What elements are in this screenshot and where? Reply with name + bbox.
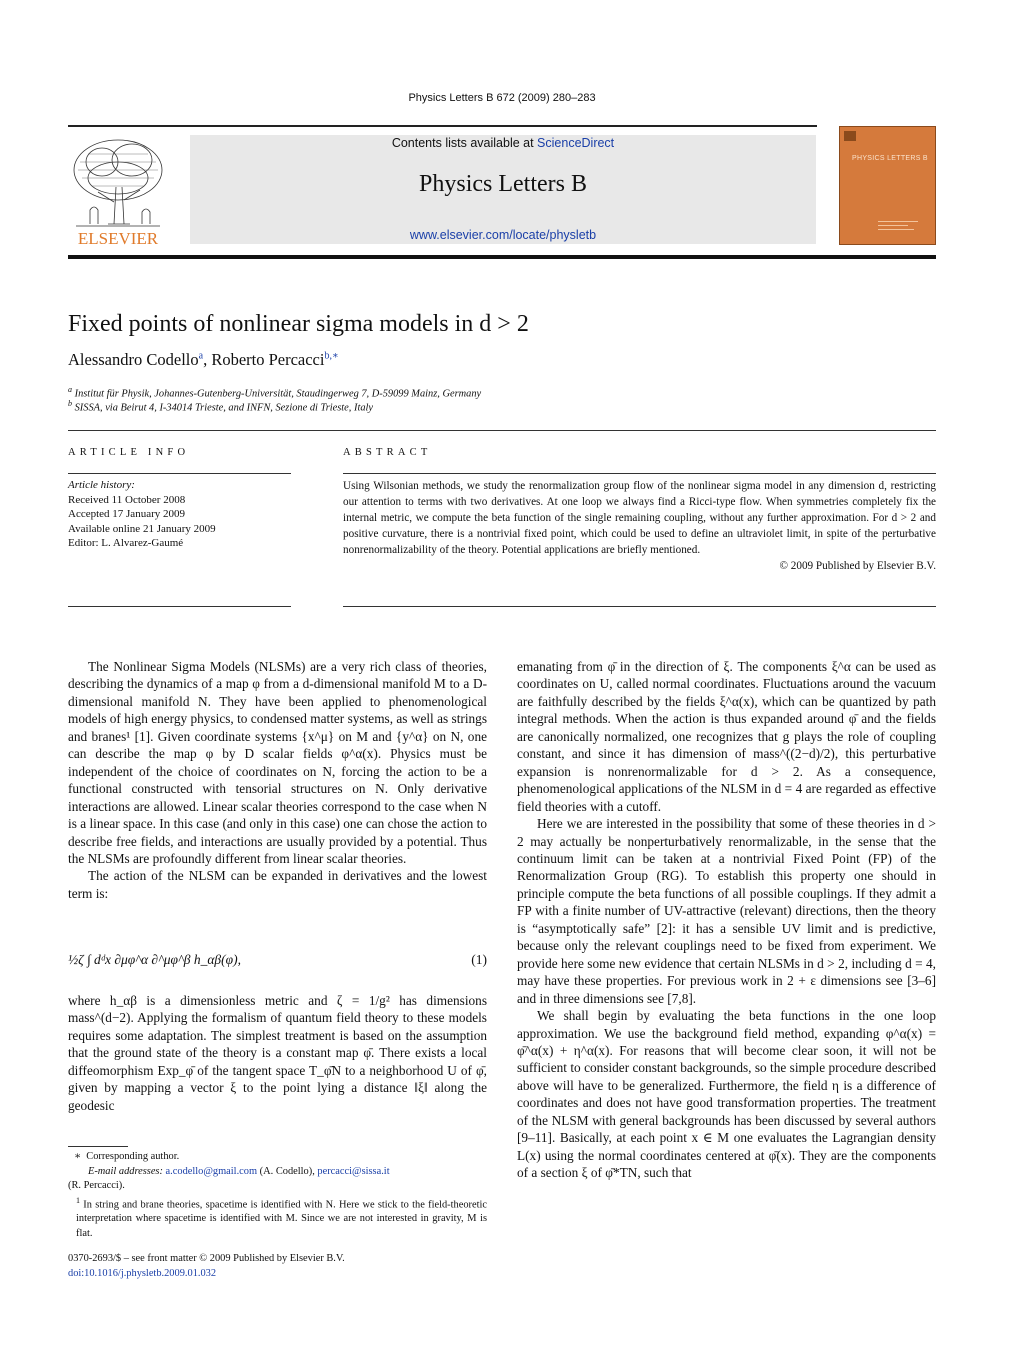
author-name: Alessandro Codello bbox=[68, 350, 199, 369]
author-affiliation-mark[interactable]: a bbox=[198, 350, 204, 362]
affiliation-a bbox=[68, 385, 481, 399]
corresponding-author-note: Corresponding author. bbox=[86, 1151, 180, 1162]
abstract-rule-bottom bbox=[343, 606, 936, 607]
header-rule bbox=[68, 125, 817, 127]
body-column-right bbox=[517, 658, 936, 1182]
editor: Editor: L. Alvarez-Gaumé bbox=[68, 537, 184, 549]
affiliation-text: SISSA, via Beirut 4, I-34014 Trieste, and INFN, Sezione di Trieste, Italy bbox=[74, 402, 374, 414]
article-info-heading: ARTICLE INFO bbox=[68, 447, 190, 458]
article-history bbox=[68, 478, 216, 551]
cover-line bbox=[878, 221, 918, 222]
footnotes bbox=[68, 1150, 487, 1241]
affiliation-mark: b bbox=[68, 399, 72, 408]
footnote-mark: ∗ bbox=[74, 1151, 82, 1162]
cover-logo-icon bbox=[844, 131, 856, 141]
elsevier-tree-icon bbox=[68, 132, 168, 247]
body-paragraph: The Nonlinear Sigma Models (NLSMs) are a very rich class of theories, describing the dynamics of a map φ from a d-dimensional manifold M to a D-dimensional manifold N. They have been applied to phenomenological models of high energy physics, to condensed matter systems, as well as strings and branes¹ [1]. Given coordinate systems {x^μ} on M and {y^α} on N, one can describe the map φ by D scalar fields φ^α(x). Physics must be independent of the choice of coordinates on N, forcing the action to be a functional constructed with tensorial structures on N. Only derivative interactions are allowed. Linear scalar theories correspond to the case when N is a linear space. In this case (and only in this case) one can chose the action to describe free fields, and interactions are usually provided by a potential. Thus the NLSMs are profoundly different from linear scalar theories. bbox=[68, 659, 487, 866]
email-link[interactable]: percacci@sissa.it bbox=[317, 1165, 390, 1177]
equation-number: (1) bbox=[471, 952, 487, 967]
journal-cover bbox=[839, 126, 936, 245]
body-paragraph: We shall begin by evaluating the beta functions in the one loop approximation. We use the background field method, expanding φ^α(x) = φ̄^α(x) + η^α(x). For reasons that will become clear soon, it will not be sufficient to consider constant backgrounds, so the simple procedure described above will have to be generalized. Furthermore, the field η is a difference of coordinates and does not have good transformation properties. The treatment of the NLSM with general backgrounds has been discussed by several authors [9–11]. Basically, at each point x ∈ M one evaluates the Lagrangian density L(x) using the normal coordinates centered at φ̄(x). They are the components of a section ξ of φ̄*TN, such that bbox=[517, 1008, 936, 1181]
journal-banner bbox=[190, 135, 816, 244]
abstract-text bbox=[343, 478, 936, 574]
section-rule bbox=[68, 430, 936, 431]
equation-body: ½ζ ∫ dᵈx ∂μφ^α ∂^μφ^β h_αβ(φ), bbox=[68, 952, 241, 967]
abstract-body: Using Wilsonian methods, we study the renormalization group flow of the nonlinear sigma model in any dimension d, restricting our attention to terms with two derivatives. At one loop we always find a Ricci-type flow. When symmetries completely fix the internal metric, we compute the beta function of the single remaining coupling, without any further approximation. For d > 2 and positive curvature, there is a nontrivial fixed point, which could be used to define an ultraviolet limit, in spite of the perturbative nonrenormalizability of the theory. Potential applications are briefly mentioned. bbox=[343, 480, 936, 556]
email-link[interactable]: a.codello@gmail.com bbox=[165, 1165, 258, 1177]
body-paragraph: emanating from φ̄ in the direction of ξ. The components ξ^α can be used as coordinates on U, called normal coordinates. Fluctuations around the vacuum are faithfully described by the fields ξ^α(x), which can be quantized by path integral methods. When the action is thus expanded around φ̄ and the fields are canonically normalized, one recognizes that g plays the role of coupling constant, and since it has dimension of mass^((2−d)/2), this perturbative expansion is nonrenormalizable for d > 2. As a consequence, phenomenological applications of the NLSM in d = 4 are regarded as effective field theories with a cutoff. bbox=[517, 659, 936, 814]
affiliation-b bbox=[68, 399, 373, 413]
sciencedirect-link[interactable]: ScienceDirect bbox=[537, 136, 615, 150]
contents-line bbox=[190, 136, 816, 150]
body-column-left-continued bbox=[68, 992, 487, 1114]
body-paragraph: The action of the NLSM can be expanded in derivatives and the lowest term is: bbox=[68, 868, 487, 901]
header-thick-rule bbox=[68, 255, 936, 259]
email-label: E-mail addresses: bbox=[88, 1165, 163, 1177]
footnote-rule bbox=[68, 1146, 128, 1147]
author-name: Roberto Percacci bbox=[211, 350, 325, 369]
abstract-rule-top bbox=[343, 473, 936, 474]
author-list: Alessandro Codello$^a$, Roberto Percacci$^{b,∗}$ bbox=[68, 350, 339, 369]
publisher-wordmark: ELSEVIER bbox=[77, 229, 159, 247]
info-rule-top bbox=[68, 473, 291, 474]
author-affiliation-mark[interactable]: b,∗ bbox=[324, 350, 339, 362]
affiliation-text: Institut für Physik, Johannes-Gutenberg-Universität, Staudingerweg 7, D-59099 Mainz, Germany bbox=[74, 388, 482, 400]
history-label: Article history: bbox=[68, 479, 135, 491]
footnote-mark: 1 bbox=[76, 1195, 80, 1205]
equation-1 bbox=[68, 944, 487, 980]
abstract-heading: ABSTRACT bbox=[343, 447, 432, 458]
front-matter-info bbox=[68, 1252, 345, 1281]
journal-homepage-link[interactable]: www.elsevier.com/locate/physletb bbox=[409, 228, 597, 242]
body-paragraph: where h_αβ is a dimensionless metric and ζ = 1/g² has dimensions mass^(d−2). Applying the formalism of quantum field theory to these models requires some adaptation. The simplest treatment is based on the assumption that the ground state of the theory is a constant map φ̄. There exists a local diffeomorphism Exp_φ̄ of the tangent space T_φ̄N to a neighborhood U of φ̄, given by mapping a vector ξ to the point lying a distance ‖ξ‖ along the geodesic bbox=[68, 993, 487, 1113]
email-owner: (A. Codello), bbox=[259, 1165, 315, 1177]
body-column-left bbox=[68, 658, 487, 902]
journal-reference: Physics Letters B 672 (2009) 280–283 bbox=[408, 92, 596, 104]
cover-line bbox=[878, 225, 908, 226]
footnote-text: In string and brane theories, spacetime is identified with N. Here we stick to the field-theoretic interpretation where spacetime is identified with M. Since we are not interested in gravity, M is flat. bbox=[76, 1198, 487, 1239]
doi-link[interactable]: doi:10.1016/j.physletb.2009.01.032 bbox=[68, 1267, 217, 1279]
info-rule-bottom bbox=[68, 606, 291, 607]
accepted-date: Accepted 17 January 2009 bbox=[68, 508, 185, 520]
email-owner: (R. Percacci). bbox=[68, 1180, 125, 1191]
affiliation-mark: a bbox=[68, 385, 72, 394]
body-paragraph: Here we are interested in the possibility that some of these theories in d > 2 may actually be nonperturbatively renormalizable, in the sense that the continuum limit can be taken at a nontrivial Fixed Point (FP) of the Renormalization Group (RG). To establish this property one should in principle compute the beta functions of all possible couplings. If they admit a FP with a finite number of UV-attractive (relevant) directions, then the theory is “asymptotically safe” [2]: it has a sensible UV limit and is predictive, because only the relevant couplings need to be fixed from experiment. We provide here some new evidence that certain NLSMs in d > 2, including d = 4, may have these properties. For previous work in 2 + ε dimensions see [3–6] and in three dimensions see [7,8]. bbox=[517, 816, 936, 1006]
online-date: Available online 21 January 2009 bbox=[68, 522, 216, 535]
abstract-copyright: © 2009 Published by Elsevier B.V. bbox=[779, 560, 936, 572]
issn-line: 0370-2693/$ – see front matter © 2009 Published by Elsevier B.V. bbox=[68, 1253, 345, 1264]
cover-line bbox=[878, 229, 914, 230]
contents-prefix: Contents lists available at bbox=[391, 136, 538, 150]
received-date: Received 11 October 2008 bbox=[68, 493, 186, 506]
article-title: Fixed points of nonlinear sigma models in d > 2 bbox=[68, 311, 529, 337]
cover-title: PHYSICS LETTERS B bbox=[852, 155, 928, 162]
banner-journal-name: Physics Letters B bbox=[419, 171, 587, 197]
elsevier-logo bbox=[68, 132, 168, 247]
